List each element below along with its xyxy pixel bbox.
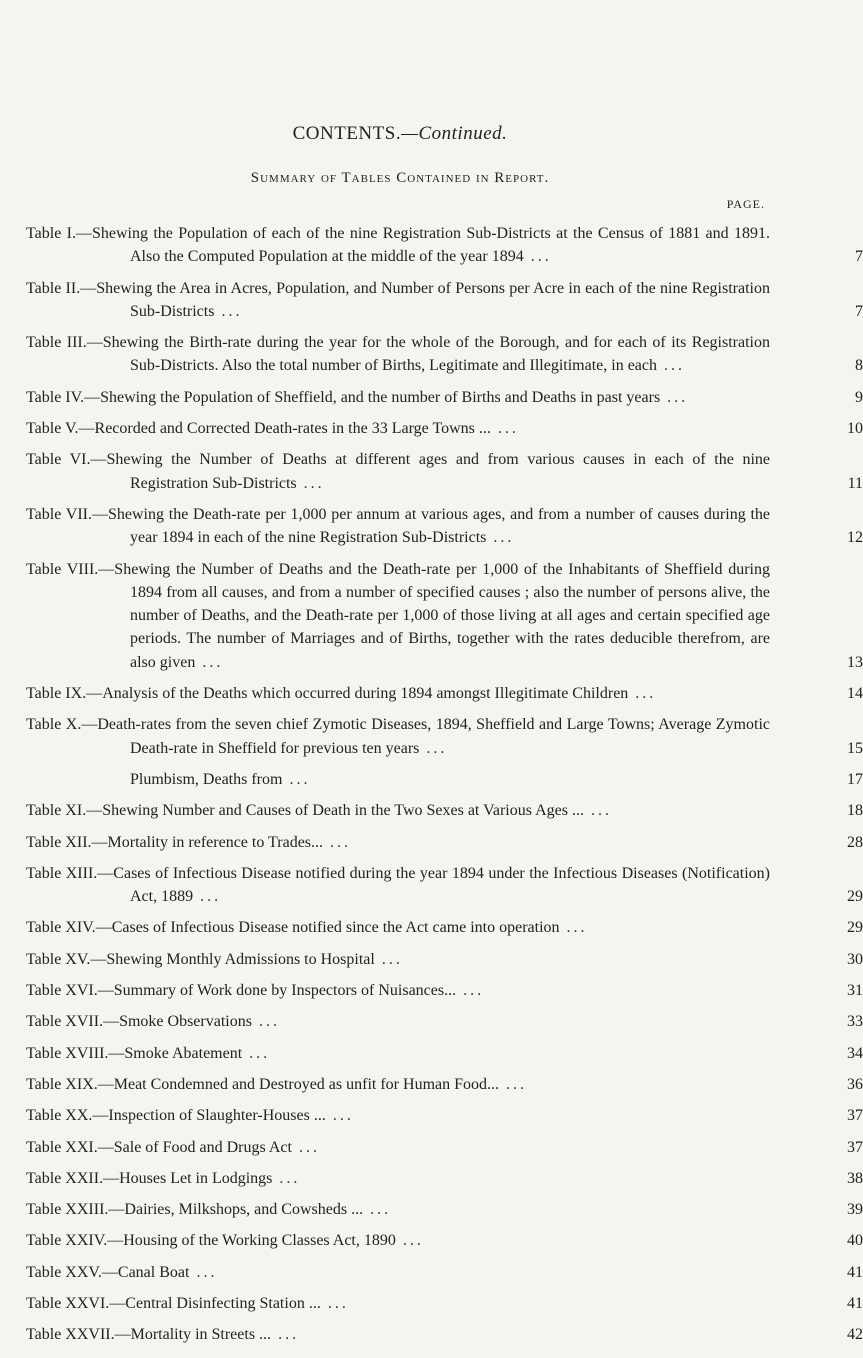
contents-entry [26,1010,863,1033]
entry-page-number: 8 [855,357,863,375]
entry-label: Table VIII. [26,560,99,578]
entry-page-number: 17 [847,770,863,788]
leader-dots: ... [395,1232,424,1250]
entry-text: —Shewing the Death-rate per 1,000 per annum at various ages, and from a number of causes during the year 1894 in each of the nine Registration Sub-Districts [91,505,770,547]
entry-text: —Mortality in Streets ... [114,1326,272,1344]
leader-dots: ... [490,420,519,438]
contents-entry [26,1104,863,1127]
contents-entry [26,1261,863,1284]
entry-page-number: 34 [847,1044,863,1062]
entry-page-number: 15 [847,739,863,757]
contents-entry [26,1042,863,1065]
section-subheading: Summary of Tables Contained in Report. [250,170,550,186]
contents-entry [26,222,863,269]
entry-label: Table XXII. [26,1169,104,1187]
page-heading [0,123,800,145]
leader-dots: ... [242,1044,271,1062]
entry-text: —Housing of the Working Classes Act, 1890 [107,1232,396,1250]
entry-text: —Shewing the Birth-rate during the year for the whole of the Borough, and for each of its Registration Sub-Districts. Also the total number of Births, Legitimate and Illegitimate, in each [86,334,770,375]
heading-main: CONTENTS. [292,123,402,144]
entry-text: —Central Disinfecting Station ... [109,1294,321,1312]
entry-text: —Shewing the Population of Sheffield, and the number of Births and Deaths in past years [84,388,661,406]
contents-entry [26,503,863,550]
contents-entry [26,979,863,1002]
contents-entry [26,277,863,324]
entry-label: Table VI. [26,451,91,469]
leader-dots: ... [499,1075,528,1093]
entry-page-number: 37 [847,1107,863,1125]
entry-page-number: 7 [855,248,863,266]
entry-label: Table XVII. [26,1013,104,1031]
entry-page-number: 28 [847,833,863,851]
leader-dots: ... [325,1107,354,1125]
leader-dots: ... [193,888,222,906]
entry-label: Table III. [26,334,87,352]
contents-entry [26,713,863,760]
entry-label: Table XIV. [26,919,96,937]
entry-page-number: 29 [847,888,863,906]
entry-label: Table XII. [26,833,92,851]
leader-dots: ... [657,357,685,375]
entry-text: —Inspection of Slaughter-Houses ... [92,1107,326,1125]
entry-label: Table I. [26,225,76,242]
entry-page-number: 29 [847,919,863,937]
contents-list [0,222,863,1355]
entry-text: —Cases of Infectious Disease notified since the Act came into operation [95,919,560,937]
contents-entry [26,1229,863,1252]
leader-dots: ... [320,1294,349,1312]
leader-dots: ... [323,833,352,851]
entry-text: —Smoke Observations [103,1013,252,1031]
entry-label: Table XI. [26,802,87,820]
contents-entry [26,799,863,822]
contents-entry [26,448,863,495]
contents-entry [26,1323,863,1346]
contents-entry [26,862,863,909]
leader-dots: ... [195,653,224,671]
leader-dots: ... [291,1138,320,1156]
entry-text: —Death-rates from the seven chief Zymotic Diseases, 1894, Sheffield and Large Towns; Average Zymotic Death-rate in Sheffield for previous ten years [81,716,770,757]
leader-dots: ... [374,950,403,968]
entry-page-number: 18 [847,802,863,820]
entry-label: Table XIII. [26,864,98,882]
entry-text: —Dairies, Milkshops, and Cowsheds ... [108,1201,364,1219]
entry-page-number: 41 [847,1294,863,1312]
entry-text: —Shewing the Number of Deaths at different ages and from various causes in each of the nine Registration Sub-Districts [90,451,770,492]
contents-entry [26,331,863,378]
leader-dots: ... [214,302,243,320]
entry-label: Table XXVII. [26,1326,115,1344]
entry-text: —Houses Let in Lodgings [103,1169,273,1187]
entry-label: Table X. [26,716,82,734]
entry-label: Table XVIII. [26,1044,109,1062]
entry-text: —Sale of Food and Drugs Act [97,1138,292,1156]
leader-dots: ... [296,474,325,492]
leader-dots: ... [363,1201,392,1219]
entry-page-number: 11 [847,474,863,492]
contents-entry [26,768,863,791]
entry-page-number: 37 [847,1138,863,1156]
contents-entry [26,1292,863,1315]
leader-dots: ... [523,248,552,266]
entry-label: Table XXI. [26,1138,98,1156]
contents-entry [26,558,863,674]
contents-entry [26,386,863,409]
entry-page-number: 13 [847,653,863,671]
entry-page-number: 9 [855,388,863,406]
entry-label: Table XV. [26,950,91,968]
entry-label: Table XXVI. [26,1294,110,1312]
leader-dots: ... [282,770,311,788]
entry-text: —Mortality in reference to Trades... [91,833,324,851]
contents-entry [26,1198,863,1221]
entry-text: —Summary of Work done by Inspectors of Nuisances... [97,982,457,1000]
entry-label: Table XVI. [26,982,98,1000]
leader-dots: ... [272,1169,301,1187]
contents-entry [26,682,863,705]
leader-dots: ... [456,982,485,1000]
entry-page-number: 14 [847,685,863,703]
entry-page-number: 33 [847,1013,863,1031]
entry-page-number: 12 [847,529,863,547]
leader-dots: ... [628,685,657,703]
entry-page-number: 42 [847,1326,863,1344]
entry-page-number: 31 [847,982,863,1000]
entry-label: Table XXIV. [26,1232,108,1250]
entry-page-number: 38 [847,1169,863,1187]
contents-entry [26,916,863,939]
contents-entry [26,831,863,854]
entry-text: —Smoke Abatement [108,1044,243,1062]
entry-text: —Analysis of the Deaths which occurred during 1894 amongst Illegitimate Children [86,685,629,703]
heading-suffix: —Continued. [401,123,508,144]
entry-label: Table IX. [26,685,87,703]
entry-label: Table II. [26,279,81,297]
entry-page-number: 30 [847,950,863,968]
entry-page-number: 39 [847,1201,863,1219]
leader-dots: ... [660,388,689,406]
contents-entry [26,417,863,440]
contents-entry [26,1136,863,1159]
entry-label: Table IV. [26,388,85,406]
leader-dots: ... [559,919,588,937]
entry-text: —Shewing Number and Causes of Death in the Two Sexes at Various Ages ... [86,802,584,820]
contents-entry [26,1167,863,1190]
leader-dots: ... [583,802,612,820]
page-column-label: PAGE. [726,197,765,211]
entry-text: —Cases of Infectious Disease notified during the year 1894 under the Infectious Diseases (Notification) Act, 1889 [97,864,770,906]
entry-text: —Canal Boat [101,1263,190,1281]
entry-label: Table XX. [26,1107,93,1125]
entry-label: Table XXIII. [26,1201,109,1219]
leader-dots: ... [419,739,448,757]
entry-page-number: 7 [855,302,863,320]
entry-text: —Recorded and Corrected Death-rates in the 33 Large Towns ... [78,420,491,438]
entry-text: Plumbism, Deaths from [130,770,283,788]
entry-text: —Shewing the Area in Acres, Population, and Number of Persons per Acre in each of the nine Registration Sub-Districts [80,279,770,320]
entry-page-number: 36 [847,1075,863,1093]
entry-label: Table XIX. [26,1075,98,1093]
entry-label: Table VII. [26,505,92,523]
entry-text: —Meat Condemned and Destroyed as unfit for Human Food... [97,1075,500,1093]
leader-dots: ... [486,529,515,547]
entry-label: Table XXV. [26,1263,102,1281]
entry-text: —Shewing Monthly Admissions to Hospital [90,950,375,968]
entry-label: Table V. [26,420,79,438]
entry-text: —Shewing the Number of Deaths and the Death-rate per 1,000 of the Inhabitants of Sheffield during 1894 from all causes, and from a number of specified causes ; also the number of persons alive, the number of Deaths, and the Death-rate per 1,000 of those living at all ages and certain specified age periods. The number of Marriages and of Births, together with the rates deducible therefrom, are also given [98,560,771,671]
entry-page-number: 10 [847,420,863,438]
contents-entry [26,1073,863,1096]
leader-dots: ... [251,1013,280,1031]
leader-dots: ... [189,1263,218,1281]
contents-entry [26,948,863,971]
entry-page-number: 40 [847,1232,863,1250]
entry-page-number: 41 [847,1263,863,1281]
leader-dots: ... [271,1326,300,1344]
entry-text: —Shewing the Population of each of the nine Registration Sub-Districts at the Census of 1881 and 1891. Also the Computed Population at the middle of the year 1894 [76,225,771,266]
